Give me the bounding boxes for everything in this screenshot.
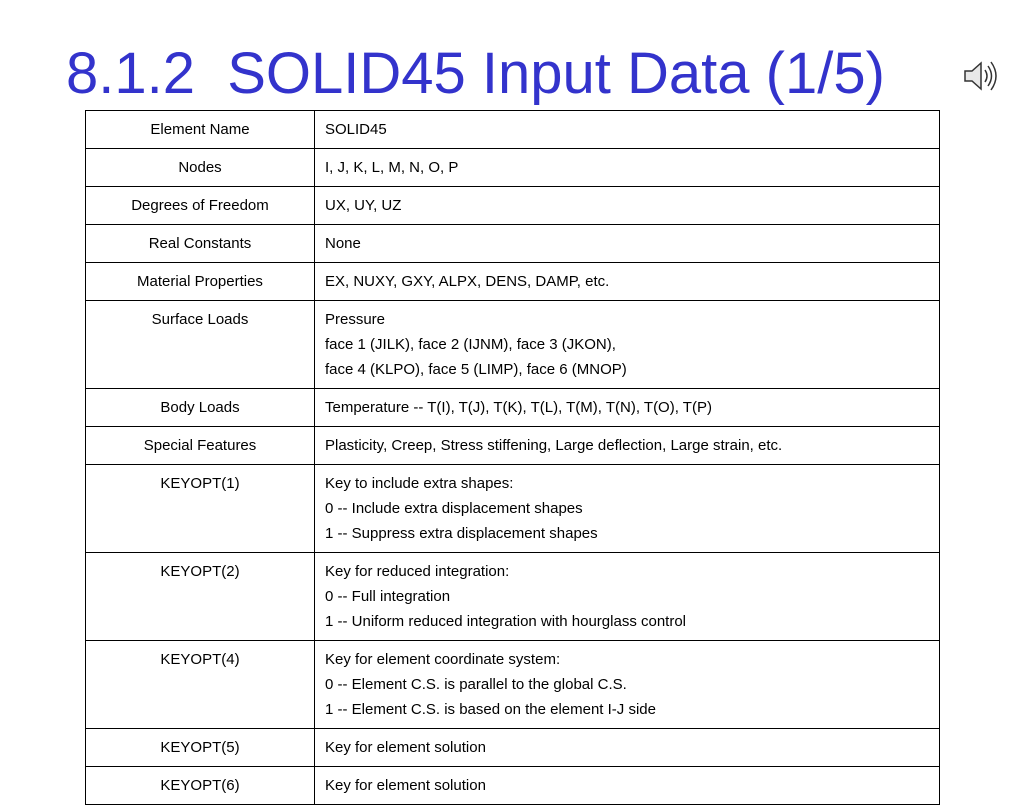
- value-line: face 1 (JILK), face 2 (IJNM), face 3 (JKON),: [325, 336, 616, 353]
- value-line: UX, UY, UZ: [325, 197, 402, 214]
- row-value: [315, 225, 940, 263]
- value-line: 0 -- Element C.S. is parallel to the global C.S.: [325, 676, 627, 693]
- row-value: [315, 111, 940, 149]
- table-row: [86, 389, 940, 427]
- table-body: [86, 111, 940, 805]
- table-row: [86, 263, 940, 301]
- row-value: [315, 465, 940, 553]
- row-value: [315, 729, 940, 767]
- table-row: [86, 301, 940, 389]
- row-label: Real Constants: [86, 225, 315, 263]
- row-label: KEYOPT(2): [86, 553, 315, 641]
- row-value: [315, 149, 940, 187]
- row-label: Surface Loads: [86, 301, 315, 389]
- table-row: [86, 427, 940, 465]
- row-label: Body Loads: [86, 389, 315, 427]
- value-line: Key for element solution: [325, 739, 486, 756]
- row-label: Nodes: [86, 149, 315, 187]
- row-value: [315, 389, 940, 427]
- row-value: [315, 641, 940, 729]
- row-value: [315, 427, 940, 465]
- row-label: Element Name: [86, 111, 315, 149]
- table-row: [86, 187, 940, 225]
- value-line: Temperature -- T(I), T(J), T(K), T(L), T(M), T(N), T(O), T(P): [325, 399, 712, 416]
- value-line: Key for element solution: [325, 777, 486, 794]
- slide-title: 8.1.2 SOLID45 Input Data (1/5): [66, 41, 885, 106]
- row-value: [315, 187, 940, 225]
- value-line: 1 -- Suppress extra displacement shapes: [325, 525, 598, 542]
- value-line: EX, NUXY, GXY, ALPX, DENS, DAMP, etc.: [325, 273, 610, 290]
- row-label: Special Features: [86, 427, 315, 465]
- value-line: None: [325, 235, 361, 252]
- speaker-sound-icon[interactable]: [962, 58, 1000, 94]
- value-line: Plasticity, Creep, Stress stiffening, Large deflection, Large strain, etc.: [325, 437, 783, 454]
- value-line: Key to include extra shapes:: [325, 475, 514, 492]
- table-row: [86, 767, 940, 805]
- value-line: 1 -- Element C.S. is based on the element I-J side: [325, 701, 656, 718]
- value-line: 0 -- Full integration: [325, 588, 451, 605]
- row-value: [315, 553, 940, 641]
- row-label: KEYOPT(5): [86, 729, 315, 767]
- row-label: Degrees of Freedom: [86, 187, 315, 225]
- row-label: KEYOPT(1): [86, 465, 315, 553]
- row-label: KEYOPT(6): [86, 767, 315, 805]
- value-line: I, J, K, L, M, N, O, P: [325, 159, 459, 176]
- table-row: [86, 111, 940, 149]
- input-data-table: [85, 110, 940, 805]
- table-row: [86, 729, 940, 767]
- value-line: Key for reduced integration:: [325, 563, 510, 580]
- value-line: face 4 (KLPO), face 5 (LIMP), face 6 (MNOP): [325, 361, 627, 378]
- value-line: Key for element coordinate system:: [325, 651, 561, 668]
- row-value: [315, 301, 940, 389]
- table-row: [86, 553, 940, 641]
- row-value: [315, 263, 940, 301]
- row-label: Material Properties: [86, 263, 315, 301]
- value-line: 1 -- Uniform reduced integration with hourglass control: [325, 613, 687, 630]
- table-row: [86, 149, 940, 187]
- value-line: 0 -- Include extra displacement shapes: [325, 500, 583, 517]
- table-row: [86, 465, 940, 553]
- table-row: [86, 641, 940, 729]
- row-value: [315, 767, 940, 805]
- row-label: KEYOPT(4): [86, 641, 315, 729]
- value-line: SOLID45: [325, 121, 387, 138]
- table-row: [86, 225, 940, 263]
- value-line: Pressure: [325, 311, 386, 328]
